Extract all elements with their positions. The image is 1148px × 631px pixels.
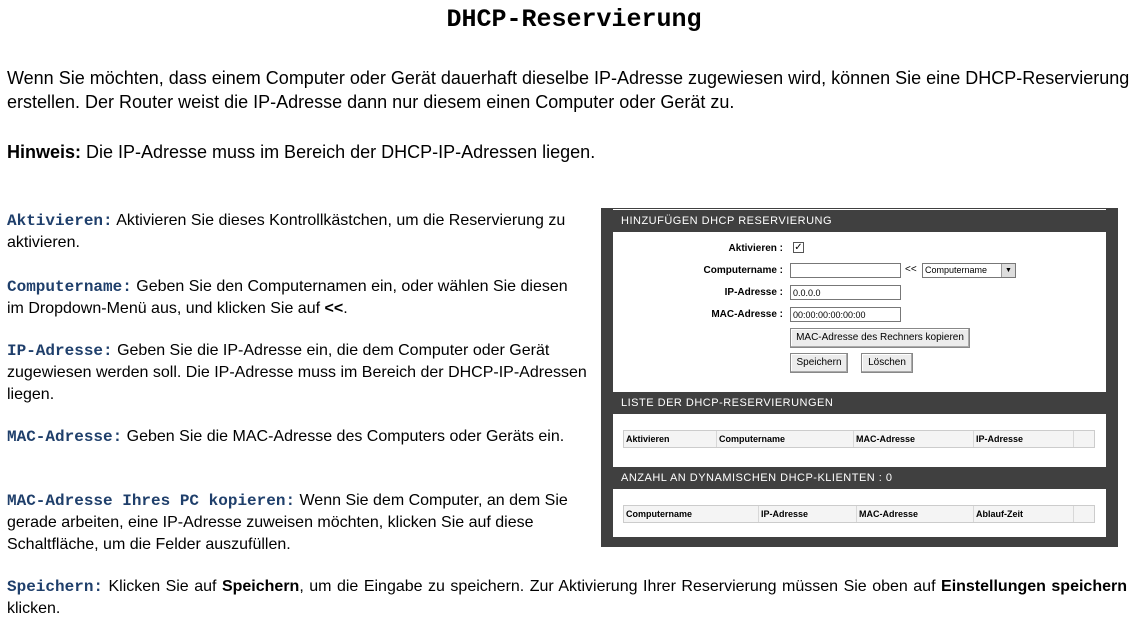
page-title: DHCP-Reservierung [446,5,702,34]
save-button[interactable]: Speichern [790,353,848,373]
list-col-ip: IP-Adresse [974,431,1074,447]
hinweis-text: Die IP-Adresse muss im Bereich der DHCP-IP-Adressen liegen. [81,142,596,162]
label-aktivieren: Aktivieren : [728,243,783,254]
desc-computername [7,276,587,320]
delete-button[interactable]: Löschen [861,353,913,373]
reservation-list-header: LISTE DER DHCP-RESERVIERUNGEN [613,392,1106,414]
desc-speichern-text-2: , um die Eingabe zu speichern. Zur Aktivierung Ihrer Reservierung müssen Sie oben auf [299,578,942,595]
term-speichern: Speichern: [7,578,104,596]
list-col-mac: MAC-Adresse [854,431,974,447]
dhcp-clients-table [623,505,1095,523]
desc-speichern-bold-1: Speichern [221,578,300,595]
desc-mac-copy [7,490,587,556]
desc-ip [7,340,587,406]
clients-col-ip: IP-Adresse [759,506,857,522]
desc-ip-text: Geben Sie die IP-Adresse ein, die dem Computer oder Gerät zugewiesen werden soll. Die IP-Adresse muss im Bereich der DHCP-IP-Adressen liegen. [7,342,587,403]
term-ip: IP-Adresse: [7,342,113,360]
desc-mac-copy-text: Wenn Sie dem Computer, an dem Sie gerade arbeiten, eine IP-Adresse zuweisen möchten, klicken Sie auf diese Schaltfläche, um die Felder auszufüllen. [7,492,568,553]
list-col-aktivieren: Aktivieren [624,431,717,447]
desc-speichern [7,576,1127,620]
desc-speichern-bold-2: Einstellungen speichern [941,578,1127,595]
clients-col-computername: Computername [624,506,759,522]
hinweis-label: Hinweis: [7,142,82,162]
term-aktivieren: Aktivieren: [7,212,113,230]
router-panel [601,208,1118,547]
computername-input[interactable] [790,263,901,278]
clients-col-mac: MAC-Adresse [857,506,974,522]
label-computername: Computername : [703,265,783,276]
label-ip: IP-Adresse : [724,287,783,298]
add-reservation-header: HINZUFÜGEN DHCP RESERVIERUNG [613,210,1106,232]
mac-input[interactable]: 00:00:00:00:00:00 [790,307,901,322]
desc-computername-text-1: Geben Sie den Computernamen ein, oder wählen Sie diesen im Dropdown-Menü aus, und klicken Sie auf [7,278,568,317]
desc-speichern-text-3: klicken. [7,600,61,617]
computername-select[interactable] [922,263,1016,278]
term-computername: Computername: [7,278,132,296]
desc-computername-text-2: . [343,300,348,317]
term-mac-copy: MAC-Adresse Ihres PC kopieren: [7,492,296,510]
chevron-down-icon[interactable]: ▼ [1001,264,1015,277]
aktivieren-checkbox[interactable]: ✓ [794,242,803,253]
intro-paragraph: Wenn Sie möchten, dass einem Computer oder Gerät dauerhaft dieselbe IP-Adresse zugewiesen wird, können Sie eine DHCP-Reservierung erstellen. Der Router weist die IP-Adresse dann nur diesem einen Computer oder Gerät zu. [7,68,1130,112]
label-mac: MAC-Adresse : [711,309,783,320]
desc-aktivieren-text: Aktivieren Sie dieses Kontrollkästchen, um die Reservierung zu aktivieren. [7,212,566,251]
desc-computername-bold: << [324,300,344,317]
copy-name-arrow-button[interactable]: << [905,264,917,275]
desc-mac-text: Geben Sie die MAC-Adresse des Computers oder Geräts ein. [122,428,565,445]
desc-aktivieren [7,210,587,254]
router-panel-inner [612,208,1107,538]
reservation-list-table [623,430,1095,448]
ip-input[interactable]: 0.0.0.0 [790,285,901,300]
dhcp-clients-header: ANZAHL AN DYNAMISCHEN DHCP-KLIENTEN : 0 [613,467,1106,489]
desc-speichern-text-1: Klicken Sie auf [103,578,222,595]
term-mac: MAC-Adresse: [7,428,123,446]
copy-mac-button[interactable]: MAC-Adresse des Rechners kopieren [790,328,970,348]
desc-mac [7,426,587,448]
list-col-computername: Computername [717,431,854,447]
hinweis-paragraph [7,140,1137,164]
clients-col-expiry: Ablauf-Zeit [974,506,1074,522]
computername-select-value: Computername [925,265,988,275]
